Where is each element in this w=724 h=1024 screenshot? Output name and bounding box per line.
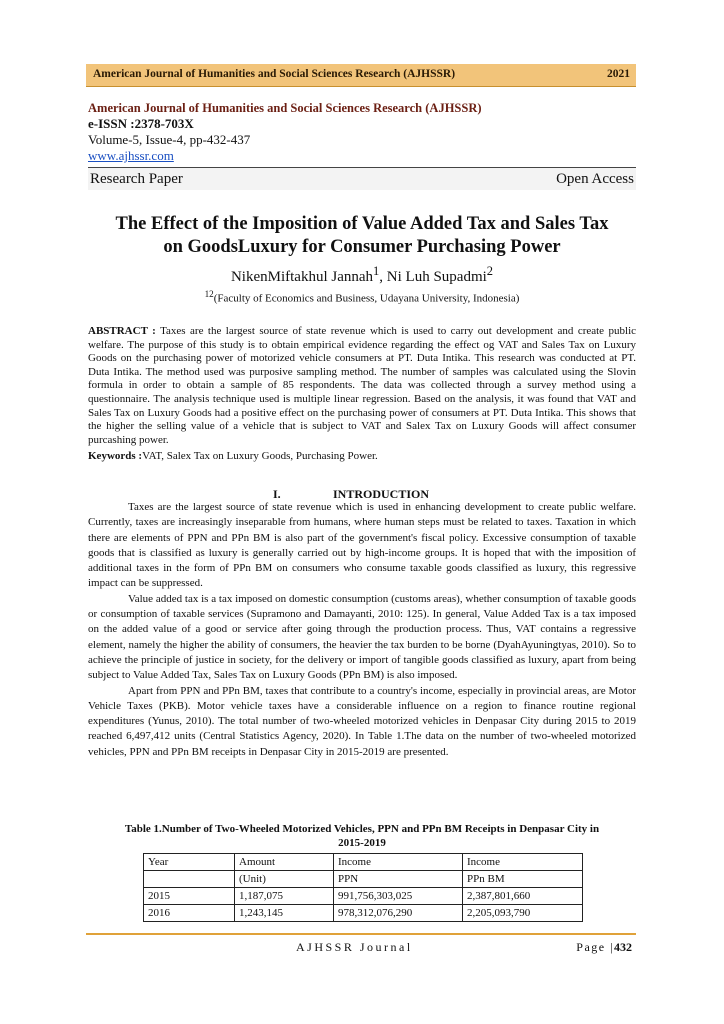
journal-volume: Volume-5, Issue-4, pp-432-437 — [88, 132, 251, 147]
journal-name: American Journal of Humanities and Social Sciences Research (AJHSSR) — [88, 101, 482, 115]
paper-title — [88, 213, 636, 259]
authors — [88, 264, 636, 286]
keywords-label: Keywords : — [88, 450, 143, 462]
affiliation — [88, 289, 636, 305]
table-row — [144, 905, 583, 922]
journal-url-link[interactable]: www.ajhssr.com — [88, 148, 174, 163]
author-1-sup: 1 — [373, 264, 380, 278]
author-2-sup: 2 — [486, 264, 494, 278]
running-header-journal: American Journal of Humanities and Social Sciences Research (AJHSSR) — [93, 68, 456, 80]
abstract-text: Taxes are the largest source of state revenue which is used to carry out development and create public welfare. The purpose of this study is to obtain empirical evidence regarding the effect og VAT and Sales Tax on Luxury Goods on the purchasing power of motorized vehicle consumers at PT. Duta Intika. This research was conducted at PT. Duta Intika. The method used was purposive sampling method. The number of samples was calculated using the Slovin formula in order to obtain a sample of 85 respondents. The data was collected through a survey method using a questionnaire. The analysis technique used is multiple linear regression. Based on the analysis, it was found that VAT and Sales Tax on Luxury Goods had a positive effect on the purchasing power of consumers at PT. Duta Intika. This shows that the higher the selling value of a vehicle that is subject to VAT and Salex Tax on Luxury Goods will affect consumer purcashing power. — [88, 325, 637, 446]
table-cell: 2,205,093,790 — [463, 905, 583, 922]
journal-info — [88, 100, 636, 164]
table-header-row — [144, 854, 583, 871]
paragraph: Value added tax is a tax imposed on domestic consumption (customs areas), whether consumption of taxable goods or consumption of taxable services (Supramono and Damayanti, 2010: 125). In general, Value Added Tax is a tax imposed on the added value of a good or service after going through the production process. Thus, VAT contains a regressive element, namely the higher the ability of consumers, the heavier the tax burden to be borne (DyahAyuningtyas, 2010). So to achieve the principle of justice in society, for the delivery or import of tangible goods classified as luxury, apart from being subject to Value Added Tax, Sales Tax on Luxury Goods (PPn BM) is also imposed. — [88, 592, 636, 682]
introduction-body — [88, 500, 636, 760]
paper-type-bar — [88, 167, 636, 190]
table-header-cell: Amount — [235, 854, 334, 871]
affiliation-text: (Faculty of Economics and Business, Udayana University, Indonesia) — [213, 292, 520, 305]
affiliation-sup: 12 — [204, 289, 214, 299]
table-caption-line-2: 2015-2019 — [338, 837, 386, 849]
table-header-row — [144, 871, 583, 888]
table-header-cell: PPn BM — [463, 871, 583, 888]
keywords — [88, 450, 636, 462]
running-header-year: 2021 — [607, 68, 630, 80]
table-row — [144, 888, 583, 905]
table-cell: 991,756,303,025 — [334, 888, 463, 905]
table-header-cell: PPN — [334, 871, 463, 888]
paper-type: Research Paper — [90, 171, 183, 187]
footer-page — [576, 940, 632, 955]
table-cell: 978,312,076,290 — [334, 905, 463, 922]
abstract-label: ABSTRACT : — [88, 325, 156, 337]
footer-page-number: 432 — [614, 940, 632, 954]
table-cell: 2,387,801,660 — [463, 888, 583, 905]
footer-journal: AJHSSR Journal — [296, 940, 413, 954]
paragraph: Taxes are the largest source of state revenue which is used in enhancing development to create public welfare. Currently, taxes are increasingly inseparable from humans, where human steps must be related to taxes. Taxation in which there are elements of PPN and PPn BM is also part of the government's fiscal policy. Excessive consumption of taxable goods that is classified as luxury is generally carried out by high-income groups. It is hoped that with the imposition of additional taxes in the form of PPn BM on consumers who consume taxable goods classified as luxury, this regressive impact can be suppressed. — [88, 501, 636, 590]
table-header-cell: Income — [463, 854, 583, 871]
author-2: Ni Luh Supadmi — [386, 269, 487, 285]
table-header-cell — [144, 871, 235, 888]
table-caption-line-1: Table 1.Number of Two-Wheeled Motorized Vehicles, PPN and PPn BM Receipts in Denpasar City in — [124, 823, 600, 835]
journal-issn: e-ISSN :2378-703X — [88, 116, 194, 131]
author-1: NikenMiftakhul Jannah — [230, 269, 374, 285]
table-cell: 2016 — [144, 905, 235, 922]
running-header — [86, 64, 636, 87]
section-number: I. — [273, 487, 281, 501]
table-header-cell: Year — [144, 854, 235, 871]
table-cell: 1,243,145 — [235, 905, 334, 922]
access-type: Open Access — [556, 171, 634, 187]
table-caption — [88, 822, 636, 850]
footer-rule — [86, 933, 636, 935]
data-table — [143, 853, 583, 922]
footer-page-label: Page | — [576, 940, 614, 954]
section-title: INTRODUCTION — [333, 487, 430, 501]
author-separator: , — [379, 269, 387, 285]
paragraph: Apart from PPN and PPn BM, taxes that contribute to a country's income, especially in provincial areas, are Motor Vehicle Taxes (PKB). Motor vehicle taxes have a considerable influence on a region to finance routine regional expenditures (Yunus, 2010). The total number of two-wheeled motorized vehicles in Denpasar City during 2015 to 2019 reached 6,497,412 units (Central Statistics Agency, 2020). In Table 1.The data on the number of two-wheeled motorized vehicles, PPN and PPn BM receipts in Denpasar City in 2015-2019 are presented. — [88, 684, 636, 758]
title-line-2: on GoodsLuxury for Consumer Purchasing Power — [163, 237, 561, 257]
keywords-text: VAT, Salex Tax on Luxury Goods, Purchasing Power. — [142, 450, 378, 462]
table-cell: 2015 — [144, 888, 235, 905]
title-line-1: The Effect of the Imposition of Value Added Tax and Sales Tax — [115, 214, 609, 234]
table-header-cell: Income — [334, 854, 463, 871]
table-cell: 1,187,075 — [235, 888, 334, 905]
abstract — [88, 325, 636, 447]
table-header-cell: (Unit) — [235, 871, 334, 888]
